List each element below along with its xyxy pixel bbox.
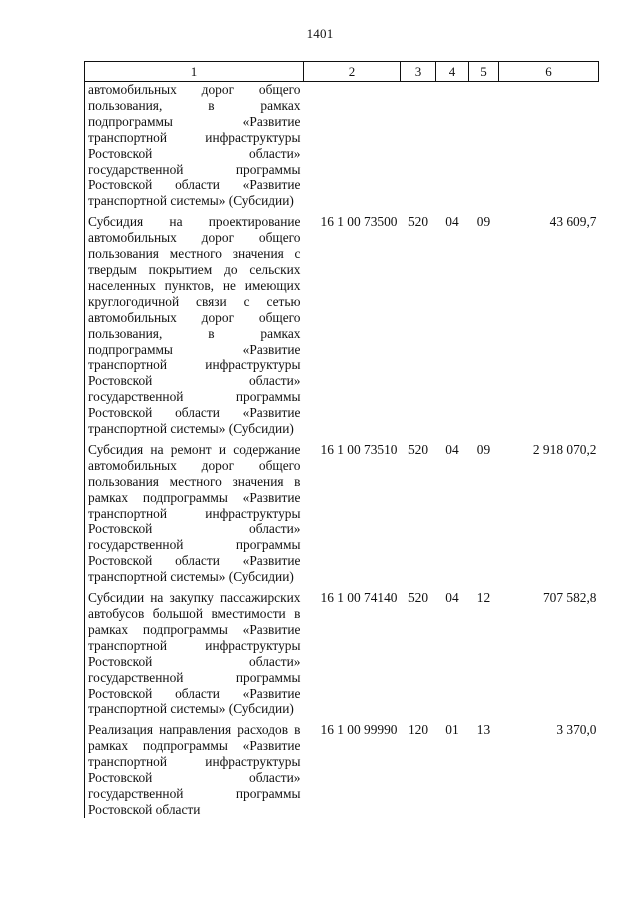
row-name: автомобильных дорог общего пользования, в рамках подпрограммы «Развитие транспортной инфраструктуры Ростовской области» государственной программы Ростовской области «Развитие транспортной системы» (Субсидии) xyxy=(85,82,304,210)
budget-table xyxy=(84,61,599,818)
row-sum: 3 370,0 xyxy=(556,722,597,738)
row-subsection xyxy=(469,82,499,210)
row-code: 16 1 00 73500 xyxy=(320,214,398,230)
row-expense-type: 520 xyxy=(407,441,429,457)
row-sum: 707 582,8 xyxy=(542,590,597,606)
row-code: 16 1 00 99990 xyxy=(320,722,398,738)
row-name: Реализация направления расходов в рамках подпрограммы «Развитие транспортной инфраструктуры Ростовской области» государственной программы Ростовской области xyxy=(85,717,304,817)
table-row xyxy=(85,82,599,210)
header-row xyxy=(85,62,599,82)
row-section: 01 xyxy=(445,722,459,738)
table-row xyxy=(85,717,599,817)
row-subsection: 09 xyxy=(476,441,491,457)
row-subsection: 12 xyxy=(476,590,491,606)
row-subsection: 09 xyxy=(476,214,491,230)
row-name: Субсидия на ремонт и содержание автомобильных дорог общего пользования местного значения в рамках подпрограммы «Развитие транспортной инфраструктуры Ростовской области» государственной программы Ростовской области «Развитие транспортной системы» (Субсидии) xyxy=(85,437,304,585)
row-code xyxy=(304,82,401,210)
row-expense-type: 520 xyxy=(407,214,429,230)
table-row xyxy=(85,209,599,437)
table-row xyxy=(85,585,599,717)
header-col-6: 6 xyxy=(499,62,599,82)
row-name: Субсидии на закупку пассажирских автобусов большой вместимости в рамках подпрограммы «Развитие транспортной инфраструктуры Ростовской области» государственной программы Ростовской области «Развитие транспортной системы» (Субсидии) xyxy=(85,585,304,717)
header-col-1: 1 xyxy=(85,62,304,82)
row-sum: 43 609,7 xyxy=(549,214,597,230)
row-sum xyxy=(499,82,599,210)
row-code: 16 1 00 73510 xyxy=(320,441,398,457)
row-expense-type xyxy=(401,82,436,210)
row-name: Субсидия на проектирование автомобильных дорог общего пользования местного значения с твердым покрытием до сельских населенных пунктов, не имеющих круглогодичной связи с сетью автомобильных дорог общего пользования, в рамках подпрограммы «Развитие транспортной инфраструктуры Ростовской области» государственной программы Ростовской области «Развитие транспортной системы» (Субсидии) xyxy=(85,209,304,437)
row-section: 04 xyxy=(445,214,459,230)
row-expense-type: 520 xyxy=(407,590,429,606)
header-col-2: 2 xyxy=(304,62,401,82)
row-expense-type: 120 xyxy=(407,722,429,738)
table-row xyxy=(85,437,599,585)
row-section: 04 xyxy=(445,590,459,606)
header-col-5: 5 xyxy=(469,62,499,82)
row-code: 16 1 00 74140 xyxy=(320,590,398,606)
row-section: 04 xyxy=(445,441,459,457)
row-subsection: 13 xyxy=(476,722,491,738)
page-number: 1401 xyxy=(306,26,334,41)
header-col-4: 4 xyxy=(436,62,469,82)
row-section xyxy=(436,82,469,210)
header-col-3: 3 xyxy=(401,62,436,82)
row-sum: 2 918 070,2 xyxy=(532,441,597,457)
